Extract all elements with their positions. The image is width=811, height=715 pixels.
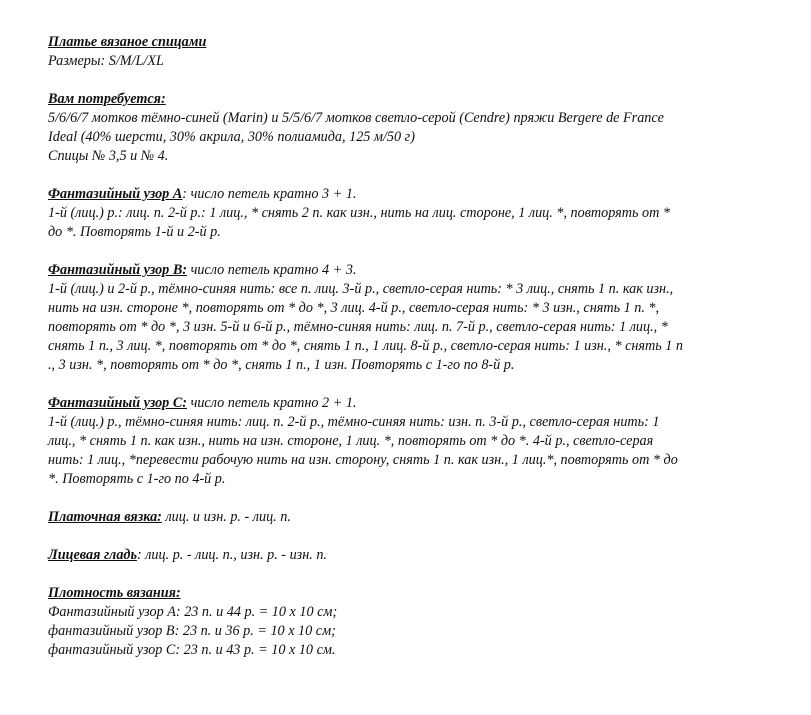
- pattern-b-line: ., 3 изн. *, повторять от * до *, снять 1 п., 1 изн. Повторять с 1-го по 8-й р.: [48, 357, 515, 373]
- pattern-a-line: до *. Повторять 1-й и 2-й р.: [48, 224, 221, 240]
- pattern-c-line: нить: 1 лиц., *перевести рабочую нить на изн. сторону, снять 1 п. как изн., 1 лиц.*, повторять от * до: [48, 452, 678, 468]
- stockinette-line: [48, 546, 778, 565]
- materials-line: Ideal (40% шерсти, 30% акрила, 30% полиамида, 125 м/50 г): [48, 129, 415, 145]
- pattern-a-heading: Фантазийный узор А: [48, 186, 183, 202]
- gauge-line: фантазийный узор С: 23 п. и 43 р. = 10 х 10 см.: [48, 642, 336, 658]
- pattern-c-line: лиц., * снять 1 п. как изн., нить на изн. стороне, 1 лиц. *, повторять от * до *. 4-й р., светло-серая: [48, 433, 654, 449]
- pattern-b-head-rest: число петель кратно 4 + 3.: [187, 262, 357, 278]
- gauge-line: фантазийный узор В: 23 п. и 36 р. = 10 х 10 см;: [48, 623, 336, 639]
- pattern-c-line: 1-й (лиц.) р., тёмно-синяя нить: лиц. п. 2-й р., тёмно-синяя нить: изн. п. 3-й р., светло-серая нить: 1: [48, 414, 660, 430]
- stockinette-text: : лиц. р. - лиц. п., изн. р. - изн. п.: [136, 547, 327, 563]
- pattern-b-line: 1-й (лиц.) и 2-й р., тёмно-синяя нить: все п. лиц. 3-й р., светло-серая нить: * 3 лиц., снять 1 п. как изн.,: [48, 281, 674, 297]
- pattern-b-line: нить на изн. стороне *, повторять от * до *, 3 лиц. 4-й р., светло-серая нить: * 3 изн., снять 1 п. *,: [48, 300, 660, 316]
- materials-line: Спицы № 3,5 и № 4.: [48, 148, 169, 164]
- materials-line: 5/6/6/7 мотков тёмно-синей (Marin) и 5/5/6/7 мотков светло-серой (Cendre) пряжи Bergere de France: [48, 110, 664, 126]
- pattern-b-section: [48, 261, 778, 375]
- document-page: [48, 33, 778, 679]
- stockinette-section: [48, 546, 778, 565]
- pattern-c-head-rest: число петель кратно 2 + 1.: [187, 395, 357, 411]
- gauge-section: [48, 584, 778, 660]
- materials-section: [48, 90, 778, 166]
- garter-text: лиц. и изн. р. - лиц. п.: [161, 509, 291, 525]
- pattern-b-heading: Фантазийный узор В:: [48, 262, 188, 278]
- document-title: Платье вязаное спицами: [48, 34, 207, 50]
- pattern-c-header: [48, 394, 778, 413]
- gauge-heading: Плотность вязания:: [48, 585, 181, 601]
- materials-heading: Вам потребуется:: [48, 91, 166, 107]
- pattern-a-head-rest: : число петель кратно 3 + 1.: [182, 186, 357, 202]
- pattern-a-section: [48, 185, 778, 242]
- pattern-a-line: 1-й (лиц.) р.: лиц. п. 2-й р.: 1 лиц., * снять 2 п. как изн., нить на лиц. стороне, 1 лиц. *, повторять от *: [48, 205, 670, 221]
- gauge-line: Фантазийный узор А: 23 п. и 44 р. = 10 х 10 см;: [48, 604, 338, 620]
- pattern-b-line: повторять от * до *, 3 изн. 5-й и 6-й р., тёмно-синяя нить: лиц. п. 7-й р., светло-серая нить: 1 лиц., *: [48, 319, 668, 335]
- garter-section: [48, 508, 778, 527]
- stockinette-heading: Лицевая гладь: [48, 547, 137, 563]
- pattern-c-line: *. Повторять с 1-го по 4-й р.: [48, 471, 226, 487]
- title-block: [48, 33, 778, 71]
- sizes-line: Размеры: S/M/L/XL: [48, 53, 164, 69]
- pattern-c-heading: Фантазийный узор С:: [48, 395, 188, 411]
- pattern-c-section: [48, 394, 778, 489]
- pattern-b-header: [48, 261, 778, 280]
- garter-heading: Платочная вязка:: [48, 509, 162, 525]
- garter-line: [48, 508, 778, 527]
- pattern-b-line: снять 1 п., 3 лиц. *, повторять от * до *, снять 1 п., 1 лиц. 8-й р., светло-серая нить: 1 изн., * снять 1 п: [48, 338, 684, 354]
- pattern-a-header: [48, 185, 778, 204]
